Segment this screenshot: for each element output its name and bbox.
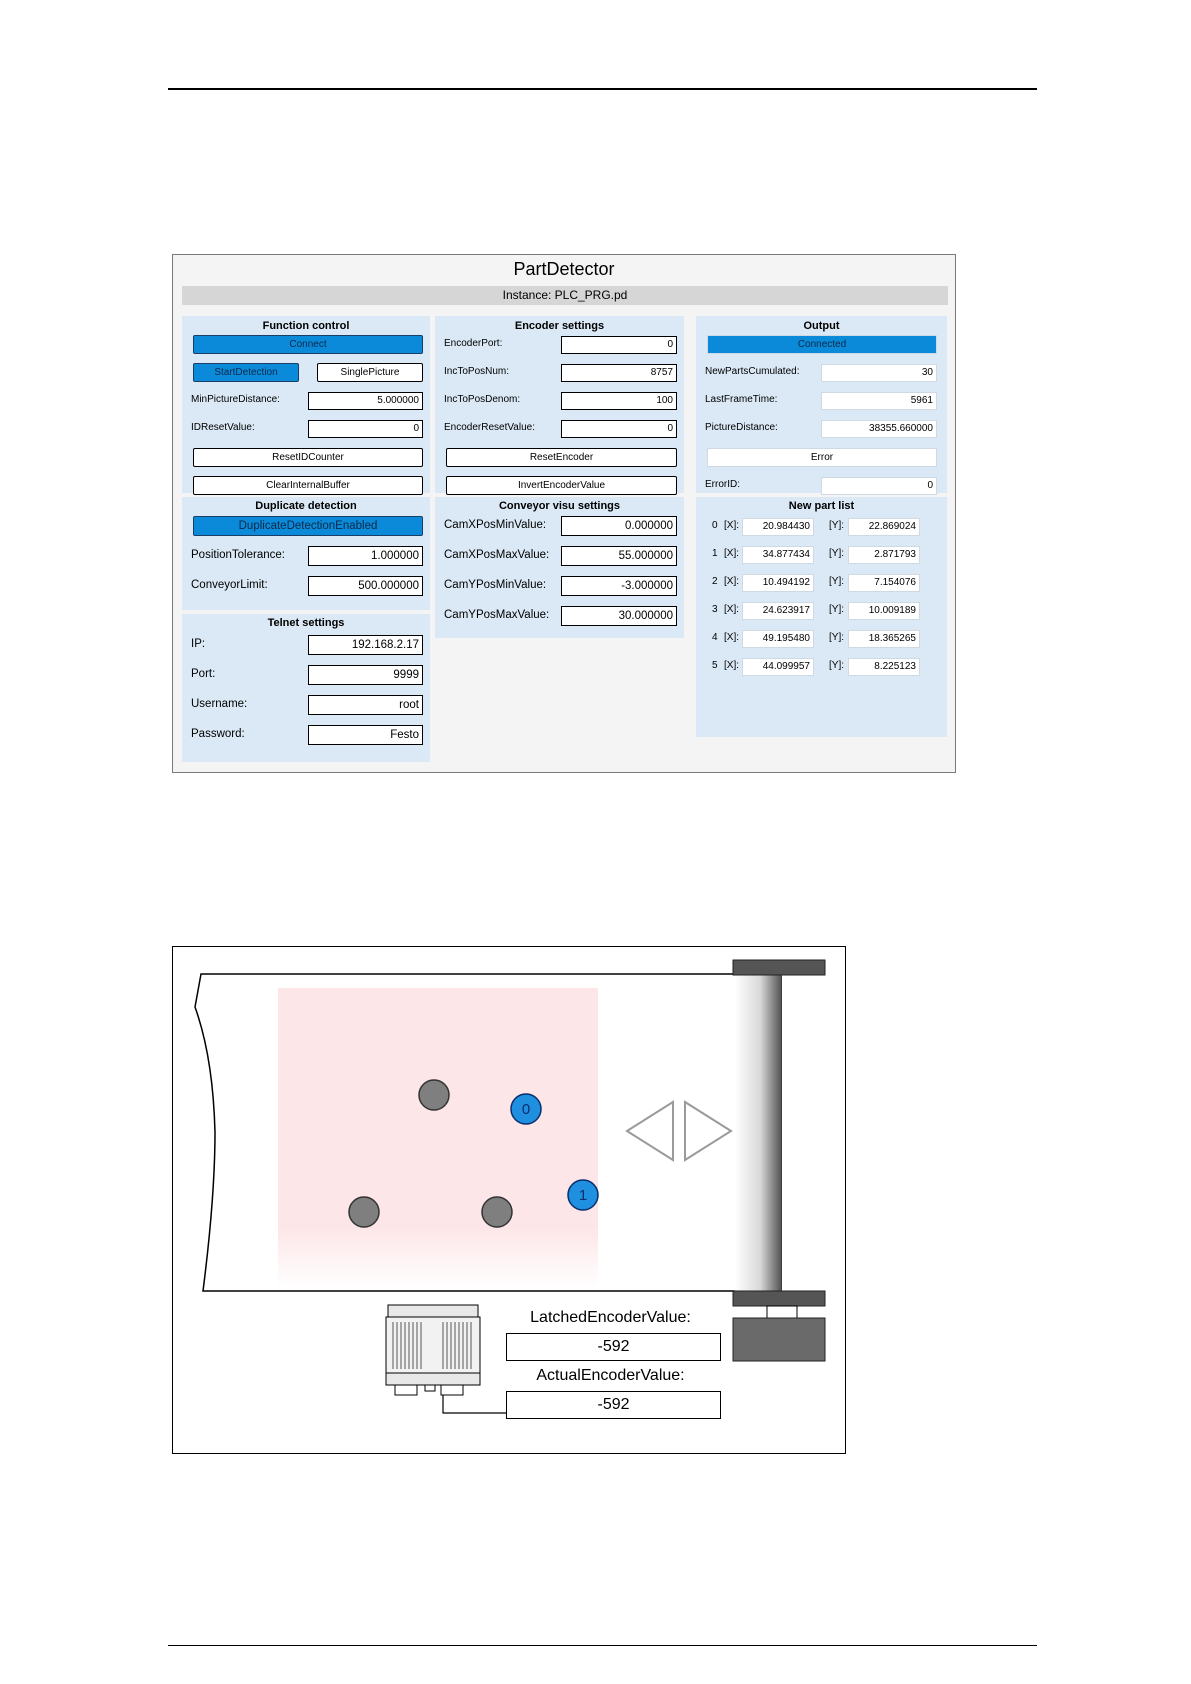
encoder-port-label: EncoderPort: (444, 338, 503, 349)
inc-to-pos-denom-label: IncToPosDenom: (444, 394, 521, 405)
part-y-field: 18.365265 (848, 630, 920, 648)
x-tag: [X]: (724, 548, 740, 559)
cam-y-min-label: CamYPosMinValue: (444, 579, 547, 591)
telnet-settings-section (182, 614, 430, 762)
part-y-field: 2.871793 (848, 546, 920, 564)
encoder-box (733, 1318, 825, 1361)
part-x-field: 20.984430 (742, 518, 814, 536)
panel-title: PartDetector (513, 259, 615, 279)
conveyor-visualization (172, 946, 846, 1454)
error-id-label: ErrorID: (705, 479, 740, 490)
start-detection-button[interactable]: StartDetection (193, 363, 299, 382)
password-label: Password: (191, 728, 245, 740)
footer-rule (168, 1645, 1037, 1646)
min-picture-distance-label: MinPictureDistance: (191, 394, 280, 405)
inc-to-pos-num-label: IncToPosNum: (444, 366, 510, 377)
camera-field (278, 988, 598, 1288)
drive-roller (735, 974, 781, 1291)
conveyor-limit-field[interactable]: 500.000000 (308, 576, 423, 596)
error-id-field: 0 (821, 477, 937, 495)
password-field[interactable]: Festo (308, 725, 423, 745)
section-title: Output (803, 320, 840, 332)
y-tag: [Y]: (829, 548, 845, 559)
cam-x-max-field[interactable]: 55.000000 (561, 546, 677, 566)
invert-encoder-value-button[interactable]: InvertEncoderValue (446, 476, 677, 495)
old-part (349, 1197, 379, 1227)
old-part (419, 1080, 449, 1110)
cam-y-max-label: CamYPosMaxValue: (444, 609, 550, 621)
y-tag: [Y]: (829, 576, 845, 587)
username-label: Username: (191, 698, 248, 710)
encoder-reset-value-field[interactable]: 0 (561, 420, 677, 438)
part-index: 2 (712, 576, 718, 587)
last-frame-time-label: LastFrameTime: (705, 394, 778, 405)
part-id-label: 1 (578, 1187, 588, 1204)
new-parts-cumulated-label: NewPartsCumulated: (705, 366, 800, 377)
new-part-list-section (696, 497, 947, 737)
duplicate-detection-section (182, 497, 430, 610)
new-parts-cumulated-field: 30 (821, 364, 937, 382)
part-detector-panel (172, 254, 956, 773)
ip-label: IP: (191, 638, 206, 650)
output-section (696, 316, 947, 493)
cam-y-max-field[interactable]: 30.000000 (561, 606, 677, 626)
connect-button[interactable]: Connect (193, 335, 423, 354)
actual-encoder-label: ActualEncoderValue: (536, 1367, 685, 1384)
x-tag: [X]: (724, 520, 740, 531)
y-tag: [Y]: (829, 632, 845, 643)
part-y-field: 10.009189 (848, 602, 920, 620)
encoder-port-field[interactable]: 0 (561, 336, 677, 354)
cam-x-min-field[interactable]: 0.000000 (561, 516, 677, 536)
last-frame-time-field: 5961 (821, 392, 937, 410)
reset-encoder-button[interactable]: ResetEncoder (446, 448, 677, 467)
cam-x-max-label: CamXPosMaxValue: (444, 549, 550, 561)
port-label: Port: (191, 668, 216, 680)
x-tag: [X]: (724, 576, 740, 587)
part-y-field: 8.225123 (848, 658, 920, 676)
part-index: 3 (712, 604, 718, 615)
ip-field[interactable]: 192.168.2.17 (308, 635, 423, 655)
position-tolerance-label: PositionTolerance: (191, 549, 285, 561)
section-title: Conveyor visu settings (498, 500, 621, 512)
error-indicator: Error (707, 448, 937, 467)
function-control-section (182, 316, 430, 493)
y-tag: [Y]: (829, 604, 845, 615)
id-reset-value-field[interactable]: 0 (308, 420, 423, 438)
part-x-field: 49.195480 (742, 630, 814, 648)
min-picture-distance-field[interactable]: 5.000000 (308, 392, 423, 410)
part-id-label: 0 (521, 1101, 531, 1118)
encoder-settings-section (435, 316, 684, 493)
conveyor-limit-label: ConveyorLimit: (191, 579, 268, 591)
position-tolerance-field[interactable]: 1.000000 (308, 546, 423, 566)
y-tag: [Y]: (829, 520, 845, 531)
connected-indicator: Connected (707, 335, 937, 354)
picture-distance-field: 38355.660000 (821, 420, 937, 438)
part-index: 4 (712, 632, 718, 643)
actual-encoder-field: -592 (506, 1391, 721, 1419)
camera-icon (386, 1305, 480, 1395)
inc-to-pos-denom-field[interactable]: 100 (561, 392, 677, 410)
section-title: Telnet settings (267, 617, 345, 629)
clear-internal-buffer-button[interactable]: ClearInternalBuffer (193, 476, 423, 495)
encoder-reset-value-label: EncoderResetValue: (444, 422, 535, 433)
reset-id-counter-button[interactable]: ResetIDCounter (193, 448, 423, 467)
x-tag: [X]: (724, 604, 740, 615)
username-field[interactable]: root (308, 695, 423, 715)
roller-cap-bottom (733, 1291, 825, 1306)
section-title: Encoder settings (514, 320, 605, 332)
section-title: New part list (788, 500, 855, 512)
part-x-field: 10.494192 (742, 574, 814, 592)
part-x-field: 44.099957 (742, 658, 814, 676)
conveyor-visu-settings-section (435, 497, 684, 638)
part-y-field: 22.869024 (848, 518, 920, 536)
section-title: Duplicate detection (255, 500, 357, 512)
y-tag: [Y]: (829, 660, 845, 671)
single-picture-button[interactable]: SinglePicture (317, 363, 423, 382)
section-title: Function control (262, 320, 350, 332)
part-y-field: 7.154076 (848, 574, 920, 592)
x-tag: [X]: (724, 632, 740, 643)
part-x-field: 34.877434 (742, 546, 814, 564)
latched-encoder-label: LatchedEncoderValue: (530, 1309, 691, 1326)
roller-cap-top (733, 960, 825, 975)
x-tag: [X]: (724, 660, 740, 671)
part-index: 0 (712, 520, 718, 531)
roller-shaft (767, 1306, 797, 1318)
inc-to-pos-num-field[interactable]: 8757 (561, 364, 677, 382)
cam-y-min-field[interactable]: -3.000000 (561, 576, 677, 596)
latched-encoder-field: -592 (506, 1333, 721, 1361)
cam-x-min-label: CamXPosMinValue: (444, 519, 547, 531)
part-x-field: 24.623917 (742, 602, 814, 620)
duplicate-detection-enabled-button[interactable]: DuplicateDetectionEnabled (193, 516, 423, 536)
id-reset-value-label: IDResetValue: (191, 422, 255, 433)
picture-distance-label: PictureDistance: (705, 422, 778, 433)
part-index: 5 (712, 660, 718, 671)
part-index: 1 (712, 548, 718, 559)
instance-bar: Instance: PLC_PRG.pd (182, 286, 948, 305)
port-field[interactable]: 9999 (308, 665, 423, 685)
old-part (482, 1197, 512, 1227)
header-rule (168, 88, 1037, 90)
